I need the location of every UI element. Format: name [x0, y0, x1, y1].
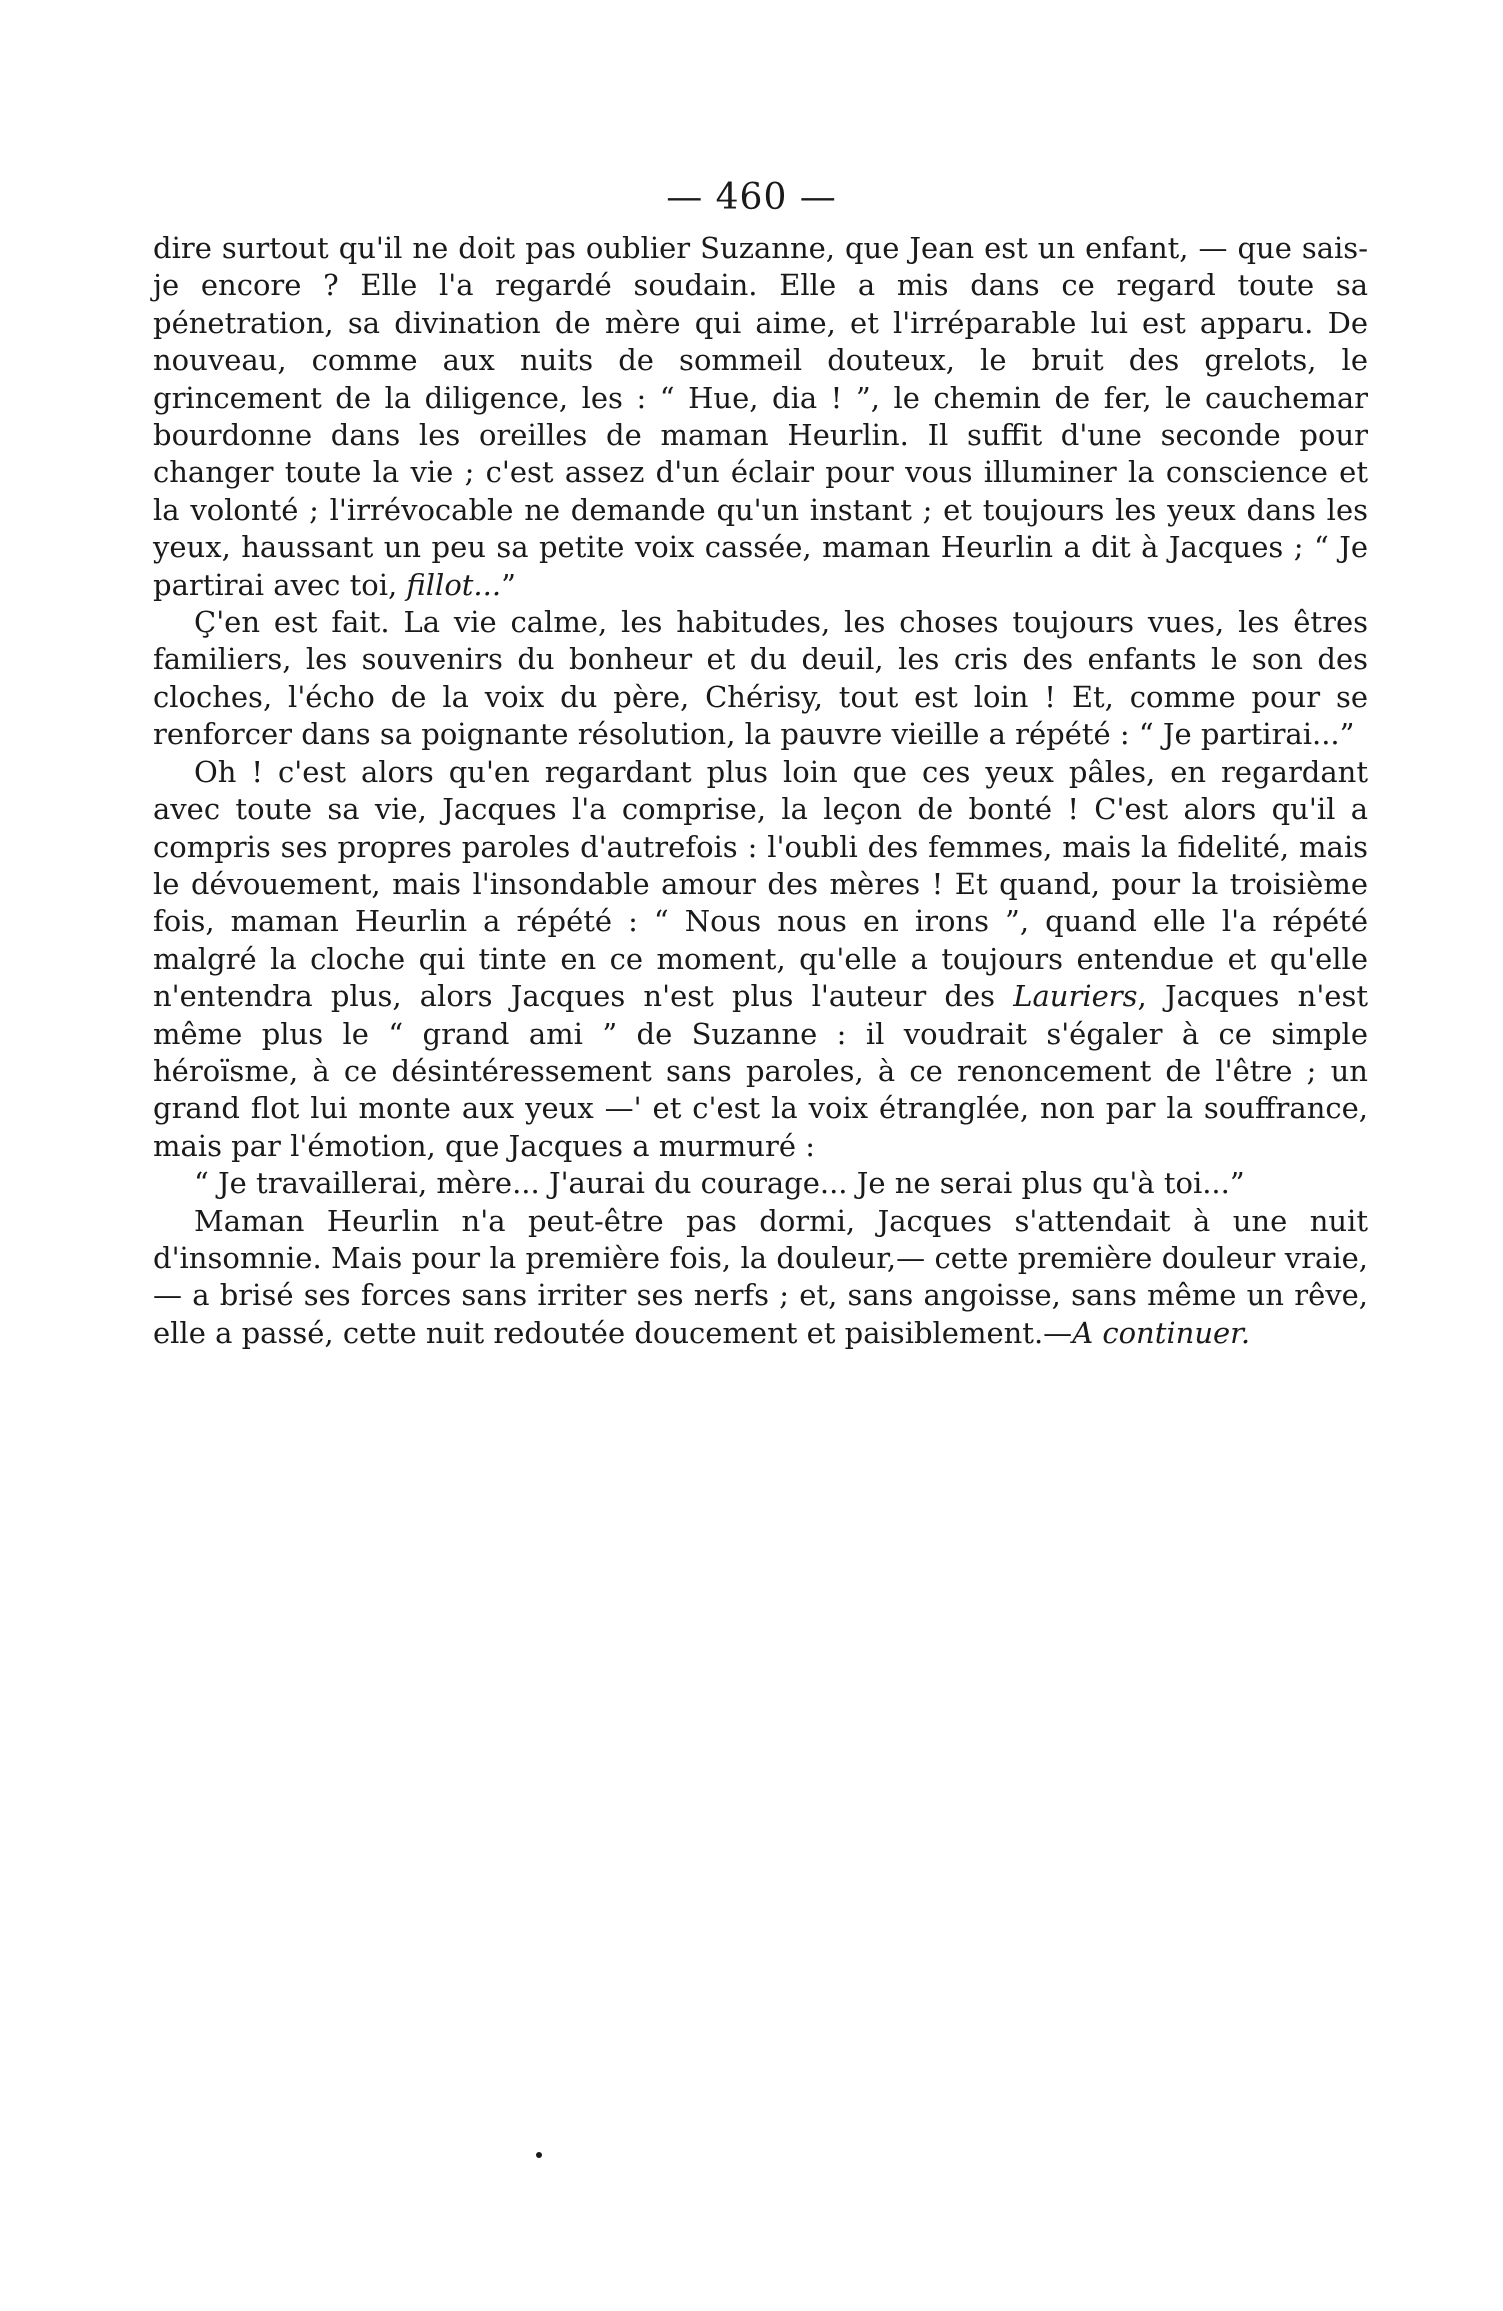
italic-text: fillot...	[406, 567, 502, 602]
italic-text: A continuer.	[1072, 1315, 1251, 1350]
paragraph	[153, 1203, 1368, 1353]
body-text	[153, 230, 1368, 1352]
paragraph	[153, 230, 1368, 604]
paragraph-text: ”	[501, 567, 516, 602]
paragraph	[153, 604, 1368, 754]
paragraph-text: Ç'en est fait. La vie calme, les habitudes, les choses toujours vues, les êtres familiers, les souvenirs du bonheur et du deuil, les cris des enfants le son des cloches, l'écho de la voix du père, Chérisy, tout est loin ! Et, comme pour se renforcer dans sa poignante résolution, la pauvre vieille a répété : “ Je partirai...”	[153, 605, 1368, 752]
paragraph	[153, 1165, 1368, 1202]
paragraph-text: “ Je travaillerai, mère... J'aurai du courage... Je ne serai plus qu'à toi...”	[194, 1166, 1245, 1201]
paragraph-text: , Jacques n'est même plus le “ grand ami ” de Suzanne : il voudrait s'égaler à ce simple héroïsme, à ce désintéressement sans paroles, à ce renoncement de l'être ; un grand flot lui monte aux yeux —' et c'est la voix étranglée, non par la souffrance, mais par l'émotion, que Jacques a murmuré :	[153, 979, 1368, 1163]
paragraph-text: dire surtout qu'il ne doit pas oublier Suzanne, que Jean est un enfant, — que sais-je encore ? Elle l'a regardé soudain. Elle a mis dans ce regard toute sa pénetration, sa divination de mère qui aime, et l'irréparable lui est apparu. De nouveau, comme aux nuits de sommeil douteux, le bruit des grelots, le grincement de la diligence, les : “ Hue, dia ! ”, le chemin de fer, le cauchemar bourdonne dans les oreilles de maman Heurlin. Il suffit d'une seconde pour changer toute la vie ; c'est assez d'un éclair pour vous illuminer la conscience et la volonté ; l'irrévocable ne demande qu'un instant ; et toujours les yeux dans les yeux, haussant un peu sa petite voix cassée, maman Heurlin a dit à Jacques ; “ Je partirai avec toi,	[153, 231, 1368, 602]
stray-mark	[536, 2152, 542, 2158]
italic-text: Lauriers	[1013, 979, 1138, 1014]
paragraph-text: Oh ! c'est alors qu'en regardant plus loin que ces yeux pâles, en regardant avec toute sa vie, Jacques l'a comprise, la leçon de bonté ! C'est alors qu'il a compris ses propres paroles d'autrefois : l'oubli des femmes, mais la fidelité, mais le dévouement, mais l'insondable amour des mères ! Et quand, pour la troisième fois, maman Heurlin a répété : “ Nous nous en irons ”, quand elle l'a répété malgré la cloche qui tinte en ce moment, qu'elle a toujours entendue et qu'elle n'entendra plus, alors Jacques n'est plus l'auteur des	[153, 754, 1368, 1014]
paragraph	[153, 754, 1368, 1165]
page-number: — 460 —	[666, 177, 837, 218]
paragraph-text: Maman Heurlin n'a peut-être pas dormi, Jacques s'attendait à une nuit d'insomnie. Mais pour la première fois, la douleur,— cette première douleur vraie,— a brisé ses forces sans irriter ses nerfs ; et, sans angoisse, sans même un rêve, elle a passé, cette nuit redoutée doucement et paisiblement.—	[153, 1203, 1368, 1350]
